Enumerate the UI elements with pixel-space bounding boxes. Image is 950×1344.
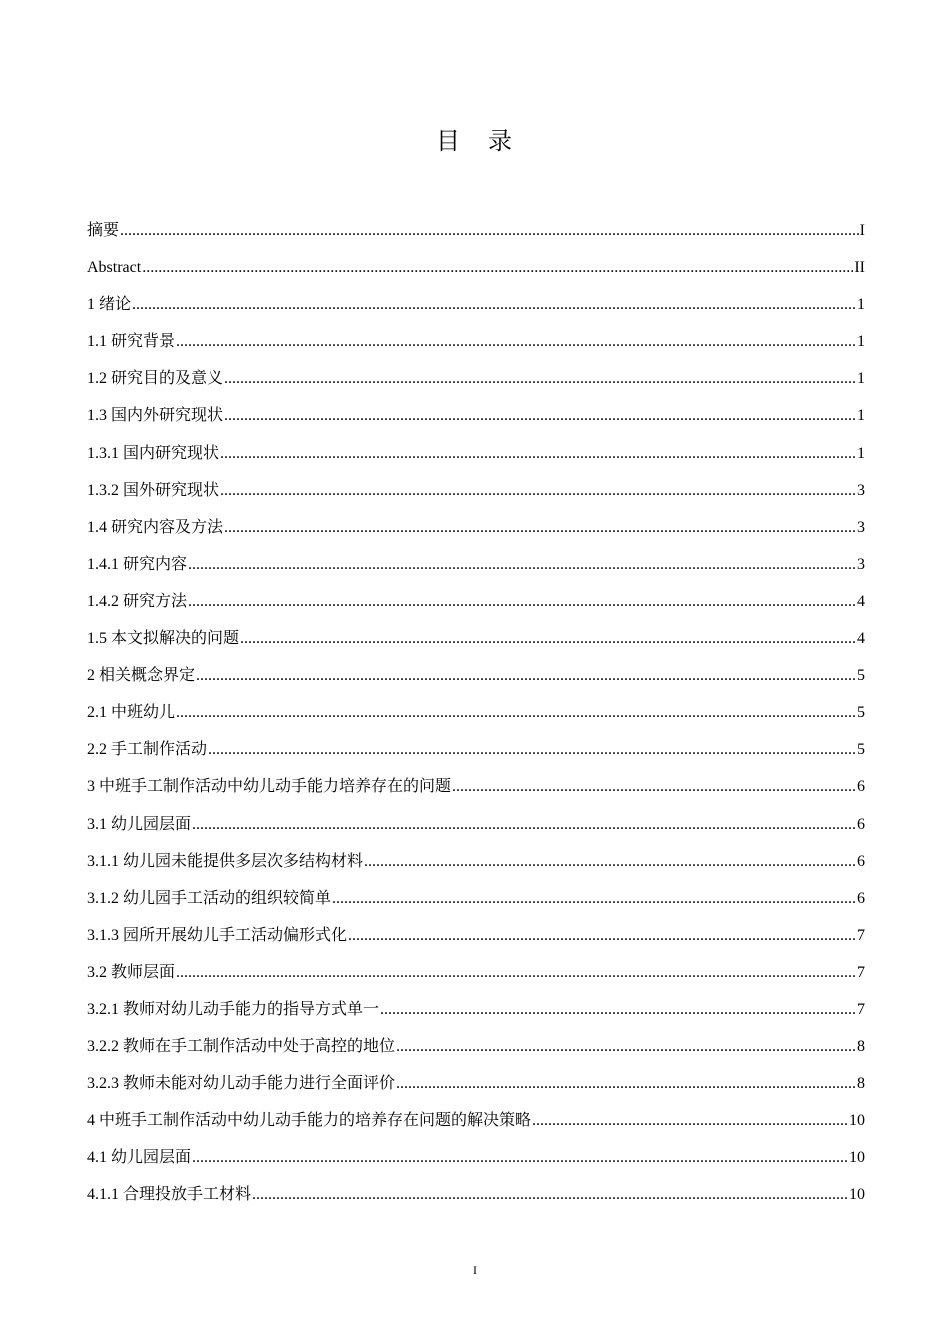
toc-entry-page: 5 [857,667,865,685]
toc-entry-label: 2.2 手工制作活动 [87,741,208,759]
toc-entry-label: 1.3.1 国内研究现状 [87,444,220,462]
toc-entry-label: 1 绪论 [87,296,132,314]
toc-entry [87,1102,865,1139]
toc-dot-leader [208,731,856,768]
toc-entry-page: 6 [857,815,865,833]
toc-entry-page: 1 [857,333,865,351]
toc-dot-leader [364,843,856,880]
toc-dot-leader [220,435,856,472]
toc-dot-leader [348,917,856,954]
toc-entry-label: 3.1.2 幼儿园手工活动的组织较简单 [87,889,332,907]
toc-entry [87,1065,865,1102]
toc-entry-label: 3.2.3 教师未能对幼儿动手能力进行全面评价 [87,1075,396,1093]
toc-entry-label: 1.3 国内外研究现状 [87,407,224,425]
toc-entry-label: 4 中班手工制作活动中幼儿动手能力的培养存在问题的解决策略 [87,1112,532,1130]
toc-entry-page: 7 [857,926,865,944]
toc-entry-label: 3 中班手工制作活动中幼儿动手能力培养存在的问题 [87,778,452,796]
toc-entry-page: I [859,222,865,239]
toc-entry [87,212,865,249]
toc-entry-page: 3 [857,555,865,573]
toc-entry-label: 1.4.2 研究方法 [87,592,188,610]
toc-entry [87,731,865,768]
toc-dot-leader [332,880,856,917]
toc-entry-page: 1 [857,370,865,388]
table-of-contents [87,212,865,1214]
toc-dot-leader [196,657,856,694]
toc-dot-leader [176,954,856,991]
toc-entry-label: 3.2 教师层面 [87,963,176,981]
toc-entry-label: 3.2.1 教师对幼儿动手能力的指导方式单一 [87,1000,380,1018]
toc-entry-label: 1.1 研究背景 [87,333,176,351]
toc-dot-leader [224,509,856,546]
toc-dot-leader [532,1102,848,1139]
toc-entry [87,472,865,509]
toc-entry [87,397,865,434]
toc-entry-page: 1 [857,407,865,425]
toc-entry-page: 3 [857,518,865,536]
toc-entry-label: 2.1 中班幼儿 [87,704,176,722]
toc-entry-page: 5 [857,741,865,759]
toc-entry-label: 摘要 [87,222,120,239]
toc-entry-page: 4 [857,630,865,648]
toc-entry [87,249,865,286]
toc-entry-page: 10 [849,1149,865,1167]
toc-entry [87,806,865,843]
toc-entry-page: 7 [857,1000,865,1018]
toc-entry [87,546,865,583]
toc-entry [87,583,865,620]
toc-dot-leader [396,1065,856,1102]
toc-entry-page: 1 [857,296,865,314]
toc-dot-leader [220,472,856,509]
toc-entry [87,509,865,546]
toc-entry [87,1139,865,1176]
toc-entry-page: 7 [857,963,865,981]
toc-entry-label: 3.2.2 教师在手工制作活动中处于高控的地位 [87,1038,396,1056]
toc-entry-label: 3.1.1 幼儿园未能提供多层次多结构材料 [87,852,364,870]
toc-entry [87,323,865,360]
toc-dot-leader [188,546,856,583]
toc-entry-label: 4.1.1 合理投放手工材料 [87,1186,252,1204]
toc-entry [87,620,865,657]
toc-entry-page: 8 [857,1075,865,1093]
toc-entry-page: 10 [849,1186,865,1204]
toc-dot-leader [120,212,859,249]
page-title: 目 录 [436,129,514,155]
toc-entry-label: 1.2 研究目的及意义 [87,370,224,388]
toc-entry-label: 3.1.3 园所开展幼儿手工活动偏形式化 [87,926,348,944]
toc-entry-label: 4.1 幼儿园层面 [87,1149,192,1167]
toc-entry-label: 3.1 幼儿园层面 [87,815,192,833]
toc-dot-leader [132,286,856,323]
toc-entry-page: 6 [857,889,865,907]
toc-entry-page: 10 [849,1112,865,1130]
toc-entry-label: 2 相关概念界定 [87,667,196,685]
toc-entry-page: 6 [857,778,865,796]
toc-entry-page: II [854,259,865,277]
toc-dot-leader [396,1028,856,1065]
toc-entry [87,917,865,954]
toc-entry [87,991,865,1028]
toc-dot-leader [192,806,856,843]
toc-dot-leader [240,620,856,657]
toc-entry [87,768,865,805]
toc-entry-page: 5 [857,704,865,722]
toc-dot-leader [192,1139,848,1176]
toc-dot-leader [252,1176,848,1213]
toc-entry-label: 1.4 研究内容及方法 [87,518,224,536]
toc-entry [87,694,865,731]
toc-entry [87,1176,865,1213]
toc-entry-page: 6 [857,852,865,870]
toc-entry [87,435,865,472]
toc-entry-label: Abstract [87,259,142,277]
toc-dot-leader [452,768,856,805]
toc-dot-leader [188,583,856,620]
toc-entry [87,880,865,917]
toc-entry-label: 1.4.1 研究内容 [87,555,188,573]
toc-entry-page: 1 [857,444,865,462]
toc-entry [87,657,865,694]
toc-entry [87,286,865,323]
footer-page-number: I [473,1263,477,1277]
toc-entry [87,1028,865,1065]
toc-dot-leader [224,360,856,397]
toc-dot-leader [380,991,856,1028]
toc-entry [87,843,865,880]
toc-entry [87,360,865,397]
toc-entry-page: 8 [857,1038,865,1056]
toc-entry-label: 1.3.2 国外研究现状 [87,481,220,499]
toc-dot-leader [176,694,856,731]
toc-entry-label: 1.5 本文拟解决的问题 [87,630,240,648]
toc-dot-leader [176,323,856,360]
toc-dot-leader [142,249,853,286]
toc-entry-page: 4 [857,592,865,610]
toc-entry [87,954,865,991]
toc-entry-page: 3 [857,481,865,499]
toc-dot-leader [224,397,856,434]
